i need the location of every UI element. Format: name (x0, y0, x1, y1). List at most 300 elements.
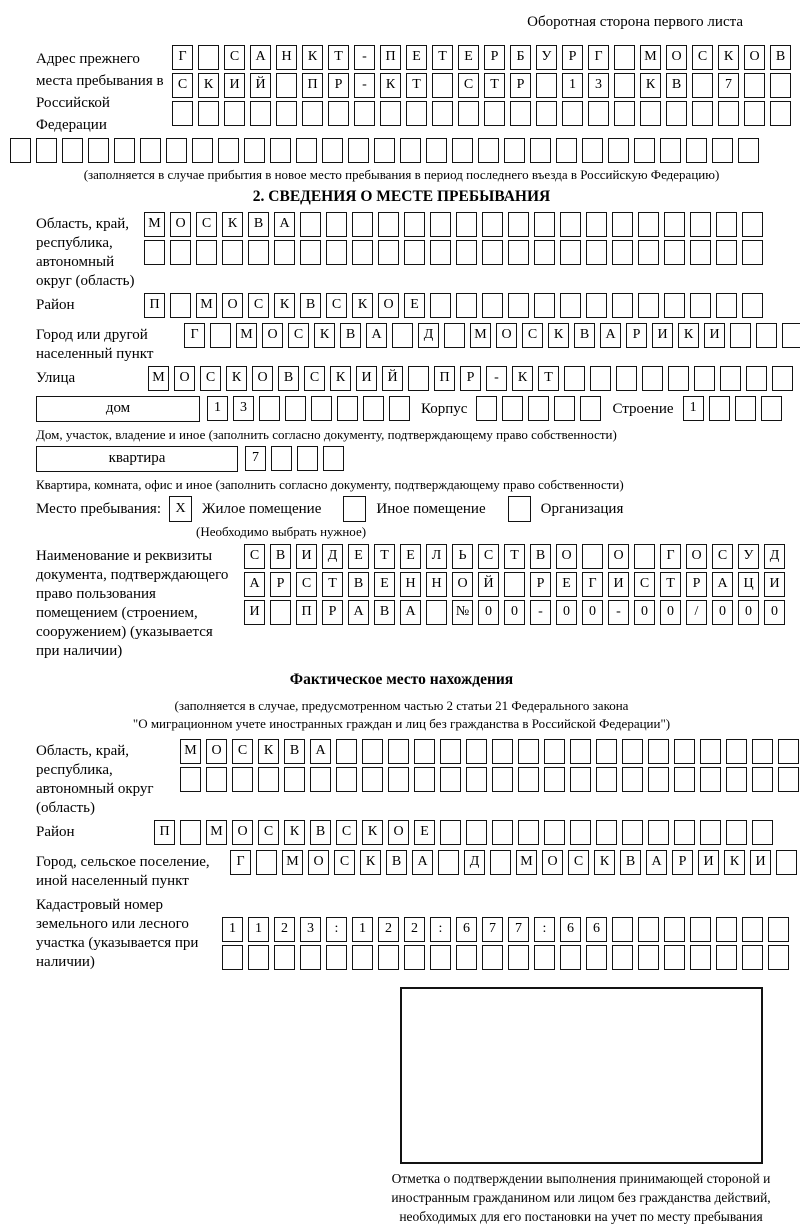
char-box[interactable] (596, 739, 617, 764)
char-box[interactable] (256, 850, 277, 875)
char-box[interactable]: О (378, 293, 399, 318)
char-box[interactable]: С (568, 850, 589, 875)
char-box[interactable]: М (180, 739, 201, 764)
char-box[interactable] (504, 138, 525, 163)
char-box[interactable]: Г (184, 323, 205, 348)
char-box[interactable] (326, 945, 347, 970)
char-box[interactable]: И (750, 850, 771, 875)
char-box[interactable] (172, 101, 193, 126)
char-box[interactable]: О (452, 572, 473, 597)
char-box[interactable] (328, 101, 349, 126)
char-box[interactable] (206, 767, 227, 792)
char-box[interactable]: И (224, 73, 245, 98)
char-box[interactable]: Т (322, 572, 343, 597)
char-box[interactable] (380, 101, 401, 126)
char-box[interactable] (482, 212, 503, 237)
char-box[interactable] (232, 767, 253, 792)
char-box[interactable]: О (262, 323, 283, 348)
char-box[interactable]: Д (418, 323, 439, 348)
char-box[interactable]: А (348, 600, 369, 625)
char-box[interactable] (674, 739, 695, 764)
char-box[interactable] (664, 212, 685, 237)
char-box[interactable]: В (770, 45, 791, 70)
char-box[interactable] (596, 820, 617, 845)
char-box[interactable]: С (634, 572, 655, 597)
char-box[interactable] (482, 240, 503, 265)
char-box[interactable] (544, 767, 565, 792)
checkbox-inoe-pomeshchenie[interactable] (343, 496, 366, 522)
char-box[interactable] (742, 212, 763, 237)
char-box[interactable] (752, 767, 773, 792)
char-box[interactable]: Р (328, 73, 349, 98)
char-box[interactable] (768, 917, 789, 942)
char-box[interactable]: А (400, 600, 421, 625)
char-box[interactable]: К (360, 850, 381, 875)
char-box[interactable]: В (278, 366, 299, 391)
char-box[interactable]: В (284, 739, 305, 764)
char-box[interactable]: 6 (586, 917, 607, 942)
char-box[interactable]: В (374, 600, 395, 625)
char-box[interactable] (590, 366, 611, 391)
char-box[interactable] (616, 366, 637, 391)
checkbox-organizatsiya[interactable] (508, 496, 531, 522)
char-box[interactable]: С (458, 73, 479, 98)
char-box[interactable]: 1 (207, 396, 228, 421)
char-box[interactable]: - (486, 366, 507, 391)
char-box[interactable]: Р (672, 850, 693, 875)
char-box[interactable]: К (512, 366, 533, 391)
char-box[interactable] (508, 212, 529, 237)
char-box[interactable] (271, 446, 292, 471)
char-box[interactable] (336, 739, 357, 764)
char-box[interactable] (348, 138, 369, 163)
char-box[interactable]: : (430, 917, 451, 942)
char-box[interactable] (582, 544, 603, 569)
char-box[interactable]: 1 (352, 917, 373, 942)
char-box[interactable] (570, 820, 591, 845)
char-box[interactable]: К (678, 323, 699, 348)
char-box[interactable] (248, 945, 269, 970)
char-box[interactable] (772, 366, 793, 391)
char-box[interactable] (770, 73, 791, 98)
char-box[interactable] (285, 396, 306, 421)
char-box[interactable]: 0 (582, 600, 603, 625)
char-box[interactable]: А (600, 323, 621, 348)
char-box[interactable] (716, 945, 737, 970)
char-box[interactable] (414, 767, 435, 792)
char-box[interactable]: С (172, 73, 193, 98)
char-box[interactable]: А (250, 45, 271, 70)
char-box[interactable] (62, 138, 83, 163)
char-box[interactable] (570, 767, 591, 792)
char-box[interactable] (744, 73, 765, 98)
char-box[interactable] (504, 572, 525, 597)
char-box[interactable] (544, 820, 565, 845)
char-box[interactable]: Р (322, 600, 343, 625)
char-box[interactable]: Т (538, 366, 559, 391)
char-box[interactable]: М (144, 212, 165, 237)
char-box[interactable] (452, 138, 473, 163)
char-box[interactable]: С (712, 544, 733, 569)
char-box[interactable] (114, 138, 135, 163)
char-box[interactable]: С (304, 366, 325, 391)
char-box[interactable] (638, 240, 659, 265)
char-box[interactable]: С (200, 366, 221, 391)
char-box[interactable] (530, 138, 551, 163)
char-box[interactable]: Г (172, 45, 193, 70)
char-box[interactable]: М (196, 293, 217, 318)
char-box[interactable] (586, 240, 607, 265)
char-box[interactable]: - (354, 45, 375, 70)
char-box[interactable] (404, 945, 425, 970)
char-box[interactable]: 7 (718, 73, 739, 98)
char-box[interactable] (352, 945, 373, 970)
char-box[interactable]: Р (626, 323, 647, 348)
char-box[interactable]: Р (270, 572, 291, 597)
char-box[interactable]: А (310, 739, 331, 764)
char-box[interactable] (492, 820, 513, 845)
char-box[interactable] (284, 767, 305, 792)
char-box[interactable]: Р (510, 73, 531, 98)
char-box[interactable]: О (308, 850, 329, 875)
char-box[interactable]: 3 (233, 396, 254, 421)
char-box[interactable] (352, 240, 373, 265)
char-box[interactable]: О (232, 820, 253, 845)
char-box[interactable] (244, 138, 265, 163)
char-box[interactable]: О (666, 45, 687, 70)
char-box[interactable]: В (348, 572, 369, 597)
char-box[interactable] (222, 945, 243, 970)
char-box[interactable] (336, 767, 357, 792)
char-box[interactable] (622, 820, 643, 845)
char-box[interactable] (664, 917, 685, 942)
char-box[interactable] (742, 917, 763, 942)
char-box[interactable] (690, 240, 711, 265)
char-box[interactable]: О (388, 820, 409, 845)
char-box[interactable]: И (244, 600, 265, 625)
char-box[interactable]: Т (406, 73, 427, 98)
char-box[interactable] (440, 739, 461, 764)
char-box[interactable] (352, 212, 373, 237)
char-box[interactable] (326, 240, 347, 265)
char-box[interactable]: О (174, 366, 195, 391)
char-box[interactable]: Е (556, 572, 577, 597)
char-box[interactable] (326, 212, 347, 237)
char-box[interactable]: М (516, 850, 537, 875)
char-box[interactable]: С (326, 293, 347, 318)
char-box[interactable] (10, 138, 31, 163)
char-box[interactable] (544, 739, 565, 764)
char-box[interactable] (536, 101, 557, 126)
char-box[interactable] (612, 945, 633, 970)
char-box[interactable] (302, 101, 323, 126)
char-box[interactable]: 0 (738, 600, 759, 625)
char-box[interactable] (608, 138, 629, 163)
char-box[interactable] (770, 101, 791, 126)
char-box[interactable] (690, 212, 711, 237)
char-box[interactable]: : (326, 917, 347, 942)
char-box[interactable] (634, 138, 655, 163)
char-box[interactable] (508, 240, 529, 265)
char-box[interactable]: 0 (634, 600, 655, 625)
char-box[interactable] (735, 396, 756, 421)
char-box[interactable]: А (646, 850, 667, 875)
char-box[interactable] (170, 293, 191, 318)
char-box[interactable]: С (478, 544, 499, 569)
char-box[interactable] (322, 138, 343, 163)
char-box[interactable] (692, 73, 713, 98)
char-box[interactable]: Н (400, 572, 421, 597)
char-box[interactable] (198, 45, 219, 70)
char-box[interactable] (712, 138, 733, 163)
char-box[interactable] (560, 212, 581, 237)
char-box[interactable]: Т (504, 544, 525, 569)
char-box[interactable] (686, 138, 707, 163)
char-box[interactable] (297, 446, 318, 471)
char-box[interactable] (744, 101, 765, 126)
char-box[interactable]: М (282, 850, 303, 875)
char-box[interactable]: Г (660, 544, 681, 569)
char-box[interactable] (720, 366, 741, 391)
char-box[interactable] (478, 138, 499, 163)
char-box[interactable] (664, 240, 685, 265)
char-box[interactable] (300, 212, 321, 237)
char-box[interactable]: 1 (683, 396, 704, 421)
char-box[interactable] (432, 101, 453, 126)
char-box[interactable] (482, 293, 503, 318)
char-box[interactable] (612, 240, 633, 265)
char-box[interactable] (274, 240, 295, 265)
char-box[interactable]: Р (562, 45, 583, 70)
char-box[interactable] (518, 767, 539, 792)
char-box[interactable] (752, 820, 773, 845)
char-box[interactable] (388, 767, 409, 792)
char-box[interactable] (742, 240, 763, 265)
char-box[interactable]: 6 (560, 917, 581, 942)
char-box[interactable]: Г (582, 572, 603, 597)
char-box[interactable] (534, 212, 555, 237)
char-box[interactable] (622, 767, 643, 792)
char-box[interactable] (742, 293, 763, 318)
char-box[interactable] (668, 366, 689, 391)
char-box[interactable]: О (556, 544, 577, 569)
char-box[interactable] (560, 240, 581, 265)
char-box[interactable] (426, 138, 447, 163)
char-box[interactable]: К (548, 323, 569, 348)
char-box[interactable] (716, 293, 737, 318)
char-box[interactable]: К (330, 366, 351, 391)
char-box[interactable]: С (258, 820, 279, 845)
char-box[interactable]: - (530, 600, 551, 625)
char-box[interactable]: В (248, 212, 269, 237)
char-box[interactable]: П (296, 600, 317, 625)
char-box[interactable]: - (354, 73, 375, 98)
char-box[interactable] (222, 240, 243, 265)
char-box[interactable] (140, 138, 161, 163)
char-box[interactable]: 0 (764, 600, 785, 625)
char-box[interactable]: К (594, 850, 615, 875)
char-box[interactable]: Т (432, 45, 453, 70)
char-box[interactable]: И (356, 366, 377, 391)
char-box[interactable] (612, 293, 633, 318)
char-box[interactable] (752, 739, 773, 764)
char-box[interactable] (484, 101, 505, 126)
char-box[interactable]: 7 (482, 917, 503, 942)
char-box[interactable] (492, 767, 513, 792)
char-box[interactable]: С (196, 212, 217, 237)
char-box[interactable]: Р (686, 572, 707, 597)
char-box[interactable] (640, 101, 661, 126)
char-box[interactable]: У (536, 45, 557, 70)
char-box[interactable] (300, 945, 321, 970)
char-box[interactable]: 2 (378, 917, 399, 942)
char-box[interactable] (582, 138, 603, 163)
char-box[interactable]: О (744, 45, 765, 70)
char-box[interactable] (276, 73, 297, 98)
char-box[interactable]: Р (460, 366, 481, 391)
char-box[interactable] (738, 138, 759, 163)
char-box[interactable] (250, 101, 271, 126)
char-box[interactable]: Г (230, 850, 251, 875)
char-box[interactable] (690, 293, 711, 318)
char-box[interactable] (276, 101, 297, 126)
char-box[interactable] (726, 767, 747, 792)
char-box[interactable] (400, 138, 421, 163)
char-box[interactable] (362, 767, 383, 792)
char-box[interactable]: И (652, 323, 673, 348)
char-box[interactable] (362, 739, 383, 764)
char-box[interactable] (408, 366, 429, 391)
char-box[interactable]: С (334, 850, 355, 875)
char-box[interactable]: Е (374, 572, 395, 597)
char-box[interactable]: С (224, 45, 245, 70)
checkbox-zhiloe-pomeshchenie[interactable]: X (169, 496, 192, 522)
char-box[interactable]: П (380, 45, 401, 70)
char-box[interactable]: Е (458, 45, 479, 70)
char-box[interactable] (716, 240, 737, 265)
char-box[interactable]: С (522, 323, 543, 348)
char-box[interactable]: К (352, 293, 373, 318)
char-box[interactable] (709, 396, 730, 421)
char-box[interactable]: В (310, 820, 331, 845)
char-box[interactable] (746, 366, 767, 391)
char-box[interactable]: Ь (452, 544, 473, 569)
char-box[interactable] (406, 101, 427, 126)
char-box[interactable]: А (244, 572, 265, 597)
char-box[interactable] (756, 323, 777, 348)
char-box[interactable]: 6 (456, 917, 477, 942)
char-box[interactable]: 3 (588, 73, 609, 98)
char-box[interactable] (614, 101, 635, 126)
char-box[interactable]: К (380, 73, 401, 98)
char-box[interactable] (726, 820, 747, 845)
char-box[interactable] (466, 767, 487, 792)
char-box[interactable] (378, 945, 399, 970)
char-box[interactable] (466, 820, 487, 845)
char-box[interactable] (440, 820, 461, 845)
char-box[interactable] (444, 323, 465, 348)
char-box[interactable] (586, 945, 607, 970)
char-box[interactable] (192, 138, 213, 163)
char-box[interactable] (690, 917, 711, 942)
char-box[interactable] (596, 767, 617, 792)
char-box[interactable] (224, 101, 245, 126)
char-box[interactable]: М (148, 366, 169, 391)
char-box[interactable] (196, 240, 217, 265)
char-box[interactable] (782, 323, 800, 348)
char-box[interactable]: К (718, 45, 739, 70)
char-box[interactable] (180, 820, 201, 845)
char-box[interactable] (144, 240, 165, 265)
char-box[interactable]: А (412, 850, 433, 875)
char-box[interactable]: 0 (556, 600, 577, 625)
char-box[interactable]: М (470, 323, 491, 348)
char-box[interactable] (388, 739, 409, 764)
char-box[interactable] (374, 138, 395, 163)
char-box[interactable] (389, 396, 410, 421)
char-box[interactable] (438, 850, 459, 875)
char-box[interactable] (310, 767, 331, 792)
char-box[interactable] (690, 945, 711, 970)
char-box[interactable]: Й (478, 572, 499, 597)
char-box[interactable]: Д (764, 544, 785, 569)
char-box[interactable] (534, 240, 555, 265)
char-box[interactable]: О (496, 323, 517, 348)
char-box[interactable]: Г (588, 45, 609, 70)
char-box[interactable]: А (366, 323, 387, 348)
char-box[interactable]: Е (404, 293, 425, 318)
char-box[interactable] (311, 396, 332, 421)
char-box[interactable] (614, 73, 635, 98)
char-box[interactable]: Й (382, 366, 403, 391)
char-box[interactable]: В (340, 323, 361, 348)
char-box[interactable] (518, 820, 539, 845)
char-box[interactable] (426, 600, 447, 625)
char-box[interactable]: М (640, 45, 661, 70)
char-box[interactable]: В (270, 544, 291, 569)
char-box[interactable]: Д (322, 544, 343, 569)
char-box[interactable]: В (386, 850, 407, 875)
char-box[interactable] (270, 600, 291, 625)
char-box[interactable] (392, 323, 413, 348)
char-box[interactable] (414, 739, 435, 764)
char-box[interactable]: 2 (404, 917, 425, 942)
char-box[interactable] (378, 212, 399, 237)
char-box[interactable] (456, 945, 477, 970)
char-box[interactable] (564, 366, 585, 391)
char-box[interactable] (570, 739, 591, 764)
char-box[interactable] (337, 396, 358, 421)
char-box[interactable]: 0 (712, 600, 733, 625)
char-box[interactable] (166, 138, 187, 163)
char-box[interactable] (768, 945, 789, 970)
char-box[interactable] (716, 917, 737, 942)
char-box[interactable] (170, 240, 191, 265)
char-box[interactable] (588, 101, 609, 126)
char-box[interactable]: Е (406, 45, 427, 70)
char-box[interactable] (440, 767, 461, 792)
char-box[interactable] (259, 396, 280, 421)
char-box[interactable] (742, 945, 763, 970)
char-box[interactable] (248, 240, 269, 265)
char-box[interactable]: О (686, 544, 707, 569)
char-box[interactable] (270, 138, 291, 163)
char-box[interactable] (700, 739, 721, 764)
char-box[interactable]: Ц (738, 572, 759, 597)
char-box[interactable] (648, 820, 669, 845)
char-box[interactable]: Й (250, 73, 271, 98)
char-box[interactable]: Т (660, 572, 681, 597)
